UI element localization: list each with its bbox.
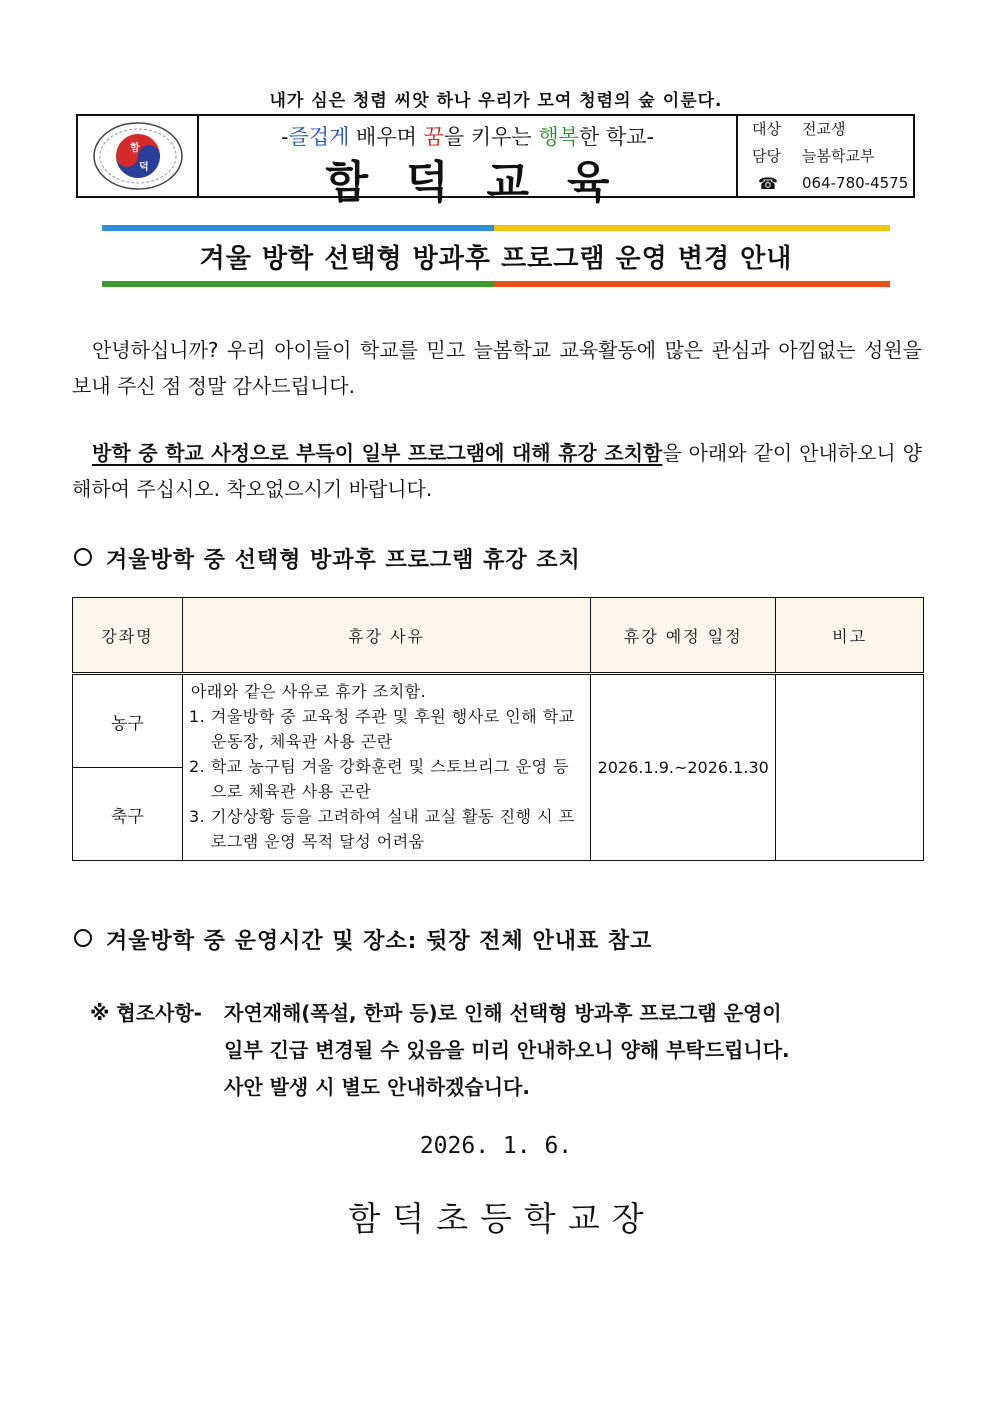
cancellation-table bbox=[72, 597, 924, 861]
notice-emphasis: 방학 중 학교 사정으로 부득이 일부 프로그램에 대해 휴강 조치함 bbox=[92, 441, 663, 465]
note-cell bbox=[776, 674, 924, 861]
school-emblem-logo bbox=[90, 119, 186, 193]
charge-label: 담당 bbox=[752, 147, 781, 165]
cooperation-line-3: 사안 발생 시 별도 안내하겠습니다. bbox=[224, 1075, 530, 1099]
circle-bullet-icon bbox=[74, 929, 92, 947]
slogan-word-dream: 꿈 bbox=[423, 125, 444, 149]
top-bar-yellow bbox=[494, 225, 890, 231]
principal-signature: 함덕초등학교장 bbox=[348, 1199, 656, 1238]
intro-paragraph: 안녕하십니까? 우리 아이들이 학교를 믿고 늘봄학교 교육활동에 많은 관심과 아낌없는 성원을 보내 주신 점 정말 감사드립니다. bbox=[72, 338, 922, 398]
notice-title: 겨울 방학 선택형 방과후 프로그램 운영 변경 안내 bbox=[199, 244, 793, 274]
top-bar-blue bbox=[102, 225, 494, 231]
school-education-title: 함덕교육 bbox=[325, 157, 648, 208]
target-label: 대상 bbox=[752, 120, 781, 138]
reason-item: 2. 학교 농구팀 겨울 강화훈련 및 스토브리그 운영 등으로 체육관 사용 곤란 bbox=[211, 754, 582, 804]
motto-text: 내가 심은 청렴 씨앗 하나 우리가 모여 청렴의 숲 이룬다. bbox=[269, 91, 723, 111]
reason-item: 1. 겨울방학 중 교육청 주관 및 후원 행사로 인해 학교 운동장, 체육관 사용 곤란 bbox=[211, 704, 582, 754]
header-schedule: 휴강 예정 일정 bbox=[591, 598, 776, 674]
header-note: 비고 bbox=[776, 598, 924, 674]
schedule-cell: 2026.1.9.~2026.1.30 bbox=[591, 674, 776, 861]
reason-intro: 아래와 같은 사유로 휴가 조치함. bbox=[190, 682, 427, 701]
cooperation-label: ※ 협조사항- bbox=[90, 1001, 202, 1025]
table-header-row bbox=[73, 598, 924, 674]
cooperation-line-2: 일부 긴급 변경될 수 있음을 미리 안내하오니 양해 부탁드립니다. bbox=[224, 1038, 790, 1062]
header-course: 강좌명 bbox=[73, 598, 183, 674]
logo-text-bottom: 덕 bbox=[138, 162, 149, 173]
notice-rest: 을 아래와 같이 안내하오니 양해하여 주십시오. 착오없으시기 바랍니다. bbox=[72, 441, 922, 501]
header-reason: 휴강 사유 bbox=[182, 598, 590, 674]
slogan-word-happy: 행복 bbox=[538, 125, 579, 149]
charge-row bbox=[752, 143, 913, 170]
course-basketball: 농구 bbox=[73, 674, 183, 768]
slogan-word-joy: 즐겁게 bbox=[288, 125, 350, 149]
circle-bullet-icon bbox=[74, 548, 92, 566]
header-box bbox=[76, 114, 915, 208]
info-cell bbox=[738, 116, 913, 196]
document-date: 2026. 1. 6. bbox=[419, 1133, 573, 1159]
school-slogan: -즐겁게 배우며 꿈을 키우는 행복한 학교- bbox=[280, 125, 655, 149]
bottom-bar-orange bbox=[494, 281, 890, 287]
reason-item: 3. 기상상황 등을 고려하여 실내 교실 활동 진행 시 프로그램 운영 목적 달성 어려움 bbox=[211, 804, 582, 854]
section-heading-cancel: 겨울방학 중 선택형 방과후 프로그램 휴강 조치 bbox=[74, 543, 581, 574]
section-heading-schedule: 겨울방학 중 운영시간 및 장소: 뒷장 전체 안내표 참고 bbox=[74, 924, 652, 955]
cooperation-notice bbox=[90, 995, 790, 1106]
bottom-bar-green bbox=[102, 281, 494, 287]
table-row bbox=[73, 674, 924, 768]
target-row bbox=[752, 116, 913, 143]
target-value: 전교생 bbox=[802, 120, 846, 138]
slogan-cell bbox=[199, 116, 738, 208]
reason-cell bbox=[182, 674, 590, 861]
logo-text-top: 함 bbox=[129, 143, 140, 154]
notice-paragraph bbox=[72, 435, 922, 507]
charge-value: 늘봄학교부 bbox=[802, 147, 875, 165]
cooperation-line-1: 자연재해(폭설, 한파 등)로 인해 선택형 방과후 프로그램 운영이 bbox=[224, 1001, 782, 1025]
course-soccer: 축구 bbox=[73, 768, 183, 861]
phone-value: 064-780-4575 bbox=[802, 174, 909, 192]
phone-icon: ☎ bbox=[758, 174, 778, 193]
logo-cell bbox=[78, 116, 199, 196]
phone-row bbox=[752, 170, 913, 197]
